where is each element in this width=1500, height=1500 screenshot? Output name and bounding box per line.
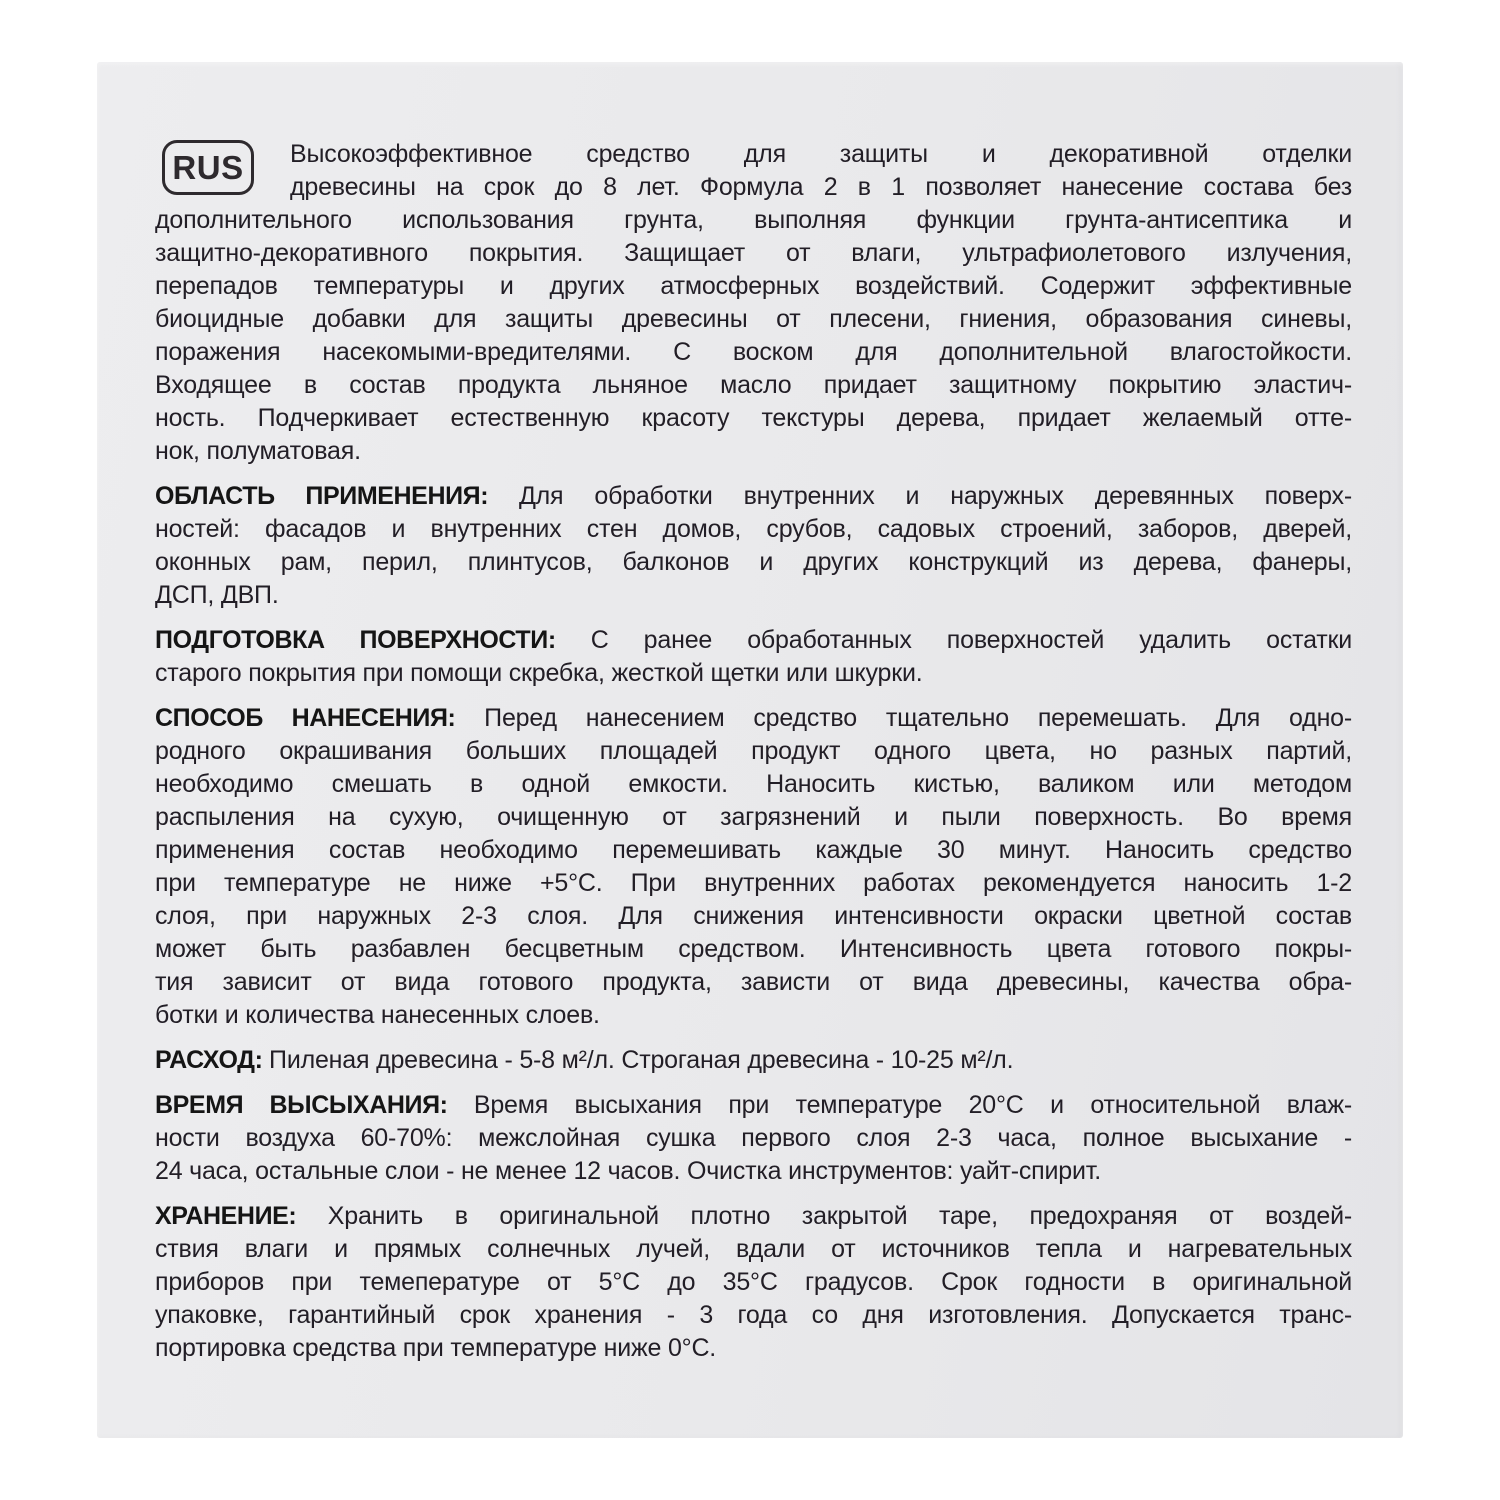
- section-header: СПОСОБ НАНЕСЕНИЯ:: [155, 704, 485, 732]
- text-line: ности воздуха 60-70%: межслойная сушка первого слоя 2-3 часа, полное высыхание -: [155, 1124, 1352, 1152]
- label-section: [155, 624, 1352, 690]
- section-header: РАСХОД:: [155, 1046, 270, 1074]
- label-text-content: [155, 138, 1352, 1365]
- label-section: [155, 480, 1352, 612]
- text-line: биоцидные добавки для защиты древесины от плесени, гниения, образования синевы,: [155, 305, 1352, 333]
- section-header: ПОДГОТОВКА ПОВЕРХНОСТИ:: [155, 626, 591, 654]
- text-line: нок, полуматовая.: [155, 437, 361, 465]
- section-header: ВРЕМЯ ВЫСЫХАНИЯ:: [155, 1091, 474, 1119]
- text-line: ДСП, ДВП.: [155, 581, 279, 609]
- text-line: древесины на срок до 8 лет. Формула 2 в 1 позволяет нанесение состава без: [290, 173, 1352, 201]
- intro-paragraph: [155, 138, 1352, 468]
- text-line: Входящее в состав продукта льняное масло придает защитному покрытию эластич-: [155, 371, 1352, 399]
- text-line: приборов при темепературе от 5°С до 35°С градусов. Срок годности в оригинальной: [155, 1268, 1352, 1296]
- text-line: перепадов температуры и других атмосферных воздействий. Содержит эффективные: [155, 272, 1352, 300]
- text-line: ВРЕМЯ ВЫСЫХАНИЯ: Время высыхания при температуре 20°С и относительной влаж-: [155, 1091, 1352, 1119]
- rus-language-badge: [162, 140, 254, 195]
- section-header: ХРАНЕНИЕ:: [155, 1202, 328, 1230]
- text-line: защитно-декоративного покрытия. Защищает от влаги, ультрафиолетового излучения,: [155, 239, 1352, 267]
- text-line: поражения насекомыми-вредителями. С воском для дополнительной влагостойкости.: [155, 338, 1352, 366]
- text-line: может быть разбавлен бесцветным средством. Интенсивность цвета готового покры-: [155, 935, 1352, 963]
- product-label: [97, 62, 1403, 1438]
- text-line: ХРАНЕНИЕ: Хранить в оригинальной плотно закрытой таре, предохраняя от воздей-: [155, 1202, 1353, 1230]
- label-section: [155, 1089, 1352, 1188]
- text-line: дополнительного использования грунта, выполняя функции грунта-антисептика и: [155, 206, 1352, 234]
- text-line: Высокоэффективное средство для защиты и декоративной отделки: [290, 140, 1352, 168]
- text-line: при температуре не ниже +5°С. При внутренних работах рекомендуется наносить 1-2: [155, 869, 1352, 897]
- text-line: ностей: фасадов и внутренних стен домов, срубов, садовых строений, заборов, дверей,: [155, 515, 1352, 543]
- text-line: ность. Подчеркивает естественную красоту текстуры дерева, придает желаемый отте-: [155, 404, 1352, 432]
- text-line: портировка средства при температуре ниже 0°С.: [155, 1334, 717, 1362]
- label-section: [155, 702, 1352, 1032]
- text-line: применения состав необходимо перемешивать каждые 30 минут. Наносить средство: [155, 836, 1352, 864]
- rus-badge-label: RUS: [172, 148, 244, 186]
- section-header: ОБЛАСТЬ ПРИМЕНЕНИЯ:: [155, 482, 519, 510]
- text-line: распыления на сухую, очищенную от загрязнений и пыли поверхность. Во время: [155, 803, 1352, 831]
- text-line: ПОДГОТОВКА ПОВЕРХНОСТИ: С ранее обработанных поверхностей удалить остатки: [155, 626, 1352, 654]
- text-line: тия зависит от вида готового продукта, зависти от вида древесины, качества обра-: [155, 968, 1352, 996]
- text-line: ботки и количества нанесенных слоев.: [155, 1001, 600, 1029]
- label-sections: [155, 480, 1352, 1365]
- text-line: ОБЛАСТЬ ПРИМЕНЕНИЯ: Для обработки внутренних и наружных деревянных поверх-: [155, 482, 1352, 510]
- text-line: упаковке, гарантийный срок хранения - 3 года со дня изготовления. Допускается транс-: [155, 1301, 1352, 1329]
- text-line: старого покрытия при помощи скребка, жесткой щетки или шкурки.: [155, 659, 923, 687]
- text-line: 24 часа, остальные слои - не менее 12 часов. Очистка инструментов: уайт-спирит.: [155, 1157, 1101, 1185]
- text-line: слоя, при наружных 2-3 слоя. Для снижения интенсивности окраски цветной состав: [155, 902, 1352, 930]
- text-line: СПОСОБ НАНЕСЕНИЯ: Перед нанесением средство тщательно перемешать. Для одно-: [155, 704, 1353, 732]
- text-line: оконных рам, перил, плинтусов, балконов и других конструкций из дерева, фанеры,: [155, 548, 1352, 576]
- label-section: [155, 1200, 1352, 1365]
- text-line: ствия влаги и прямых солнечных лучей, вдали от источников тепла и нагревательных: [155, 1235, 1352, 1263]
- label-section: [155, 1044, 1352, 1077]
- text-line: необходимо смешать в одной емкости. Наносить кистью, валиком или методом: [155, 770, 1352, 798]
- text-line: РАСХОД: Пиленая древесина - 5-8 м²/л. Строганая древесина - 10-25 м²/л.: [155, 1046, 1014, 1074]
- text-line: родного окрашивания больших площадей продукт одного цвета, но разных партий,: [155, 737, 1352, 765]
